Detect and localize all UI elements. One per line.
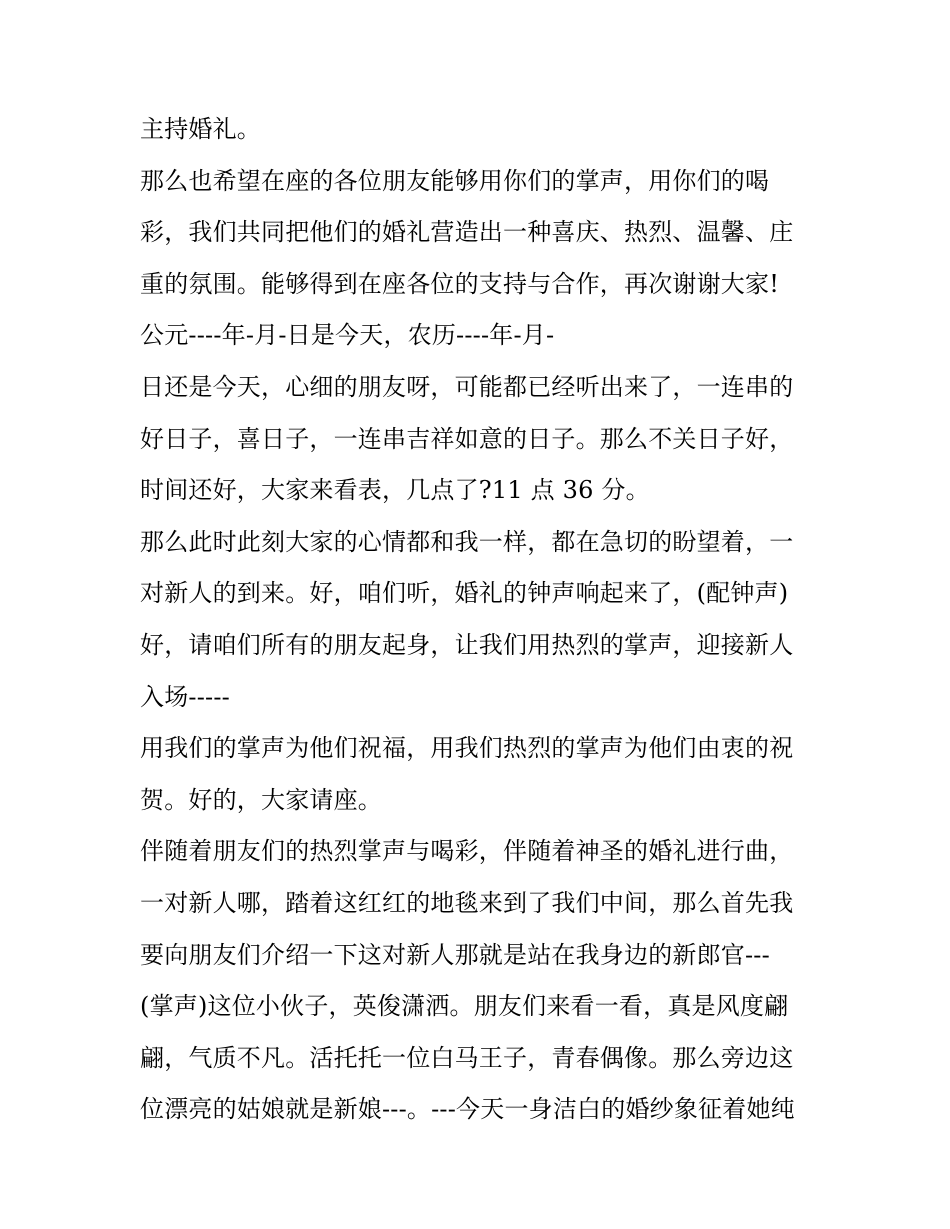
text-line: 入场----- [140, 682, 230, 711]
text-line: 用我们的掌声为他们祝福，用我们热烈的掌声为他们由衷的祝 [140, 734, 794, 763]
text-line: 重的氛围。能够得到在座各位的支持与合作，再次谢谢大家! [140, 269, 780, 298]
document-body [140, 108, 820, 1140]
text-line: (掌声)这位小伙子，英俊潇洒。朋友们来看一看，真是风度翩 [140, 992, 789, 1021]
text-line: 主持婚礼。 [140, 115, 261, 143]
text-line: 那么也希望在座的各位朋友能够用你们的掌声，用你们的喝 [140, 166, 770, 195]
text-line: 公元----年-月-日是今天，农历----年-月- [140, 321, 555, 350]
text-line: 翩，气质不凡。活托托一位白马王子，青春偶像。那么旁边这 [140, 1043, 794, 1072]
text-line: 一对新人哪，踏着这红红的地毯来到了我们中间，那么首先我 [140, 888, 794, 917]
text-line: 好日子，喜日子，一连串吉祥如意的日子。那么不关日子好， [140, 424, 794, 453]
text-line: 那么此时此刻大家的心情都和我一样，都在急切的盼望着，一 [140, 527, 794, 556]
text-line: 贺。好的，大家请座。 [140, 785, 382, 814]
text-line: 日还是今天，心细的朋友呀，可能都已经听出来了，一连串的 [140, 372, 794, 401]
text-line: 要向朋友们介绍一下这对新人那就是站在我身边的新郎官--- [140, 940, 770, 969]
text-line: 时间还好，大家来看表，几点了?11 点 36 分。 [140, 476, 650, 505]
text-line: 好，请咱们所有的朋友起身，让我们用热烈的掌声，迎接新人 [140, 630, 794, 659]
text-line: 对新人的到来。好，咱们听，婚礼的钟声响起来了，(配钟声) [140, 579, 789, 608]
text-line: 位漂亮的姑娘就是新娘---。---今天一身洁白的婚纱象征着她纯 [140, 1095, 795, 1124]
text-line: 伴随着朋友们的热烈掌声与喝彩，伴随着神圣的婚礼进行曲， [140, 837, 794, 866]
text-line: 彩，我们共同把他们的婚礼营造出一种喜庆、热烈、温馨、庄 [140, 218, 794, 247]
